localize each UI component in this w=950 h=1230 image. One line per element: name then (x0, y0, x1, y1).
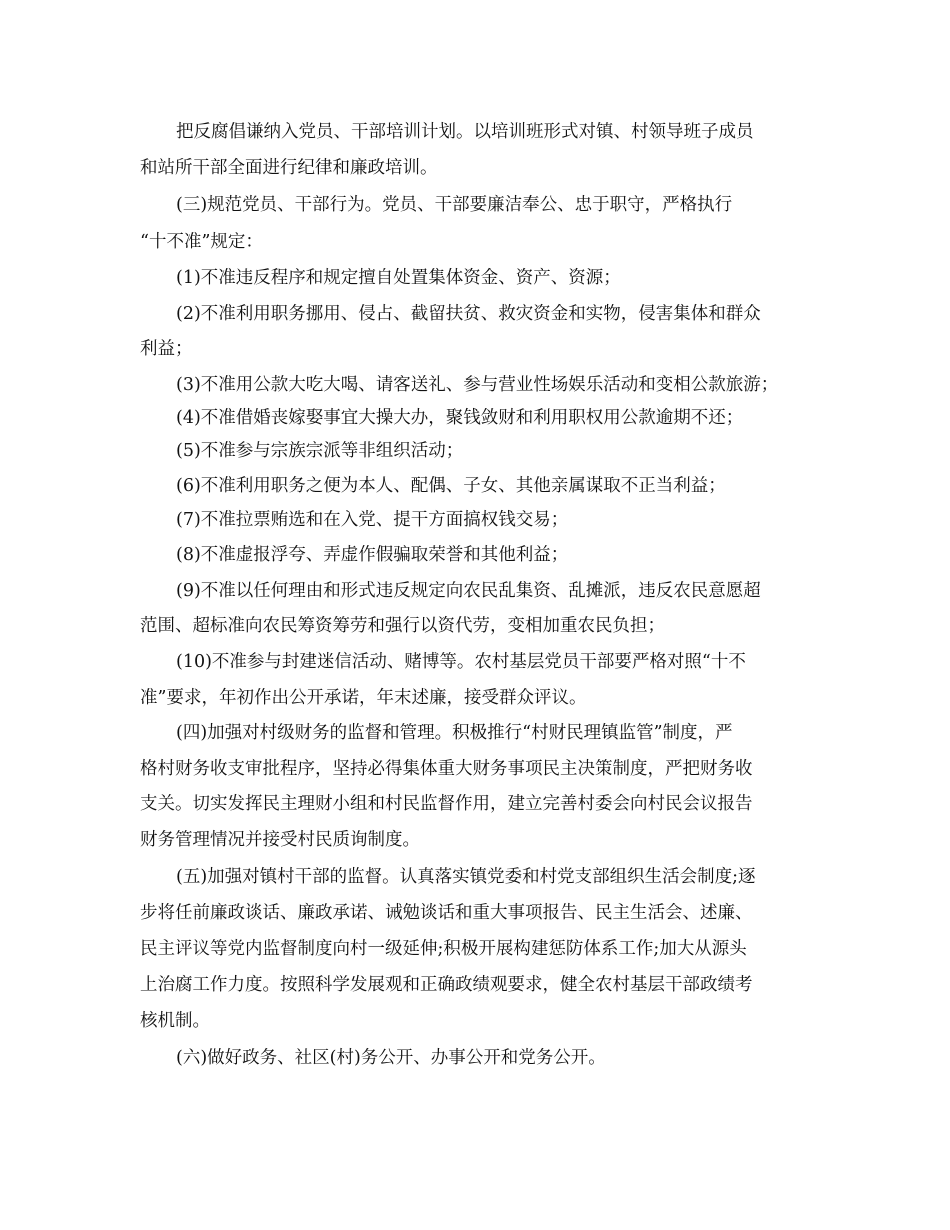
list-item-line: (7)不准拉票贿选和在入党、提干方面搞权钱交易； (176, 510, 569, 530)
list-item-line: (2)不准利用职务挪用、侵占、截留扶贫、救灾资金和实物，侵害集体和群众 (176, 304, 761, 324)
list-item-line: (4)不准借婚丧嫁娶事宜大操大办，聚钱敛财和利用职权用公款逾期不还； (176, 408, 744, 428)
list-item-line: (6)不准利用职务之便为本人、配偶、子女、其他亲属谋取不正当利益； (176, 476, 726, 496)
paragraph-line: 和站所干部全面进行纪律和廉政培训。 (140, 158, 438, 178)
list-item-line: (10)不准参与封建迷信活动、赌博等。农村基层党员干部要严格对照“十不 (176, 652, 746, 672)
list-item-line: (3)不准用公款大吃大喝、请客送礼、参与营业性场娱乐活动和变相公款旅游； (176, 375, 779, 395)
list-item-line: 范围、超标准向农民筹资筹劳和强行以资代劳，变相加重农民负担； (140, 616, 665, 636)
paragraph-line: 上治腐工作力度。按照科学发展观和正确政绩观要求，健全农村基层干部政绩考 (140, 975, 753, 995)
paragraph-line: 财务管理情况并接受村民质询制度。 (140, 830, 420, 850)
list-item-line: 利益； (140, 339, 193, 359)
list-item-line: 准”要求，年初作出公开承诺，年末述廉，接受群众评议。 (140, 688, 587, 708)
paragraph-line: (三)规范党员、干部行为。党员、干部要廉洁奉公、忠于职守，严格执行 (176, 195, 733, 215)
paragraph-line: 格村财务收支审批程序，坚持必得集体重大财务事项民主决策制度，严把财务收 (140, 759, 753, 779)
list-item-line: (9)不准以任何理由和形式违反规定向农民乱集资、乱摊派，违反农民意愿超 (176, 581, 761, 601)
paragraph-line: 步将任前廉政谈话、廉政承诺、诫勉谈话和重大事项报告、民主生活会、述廉、 (140, 903, 753, 923)
list-item-line: (1)不准违反程序和规定擅自处置集体资金、资产、资源； (176, 268, 621, 288)
paragraph-line: (四)加强对村级财务的监督和管理。积极推行“村财民理镇监管”制度，严 (176, 723, 733, 743)
list-item-line: (5)不准参与宗族宗派等非组织活动； (176, 441, 464, 461)
list-item-line: (8)不准虚报浮夸、弄虚作假骗取荣誉和其他利益； (176, 545, 569, 565)
paragraph-line: 支关。切实发挥民主理财小组和村民监督作用，建立完善村委会向村民会议报告 (140, 794, 753, 814)
paragraph-line: 民主评议等党内监督制度向村一级延伸;积极开展构建惩防体系工作;加大从源头 (140, 939, 747, 959)
paragraph-line: “十不准”规定： (140, 232, 263, 252)
paragraph-line: (五)加强对镇村干部的监督。认真落实镇党委和村党支部组织生活会制度;逐 (176, 867, 756, 887)
paragraph-line: 核机制。 (140, 1011, 210, 1031)
paragraph-line: 把反腐倡谦纳入党员、干部培训计划。以培训班形式对镇、村领导班子成员 (176, 122, 754, 142)
paragraph-line: (六)做好政务、社区(村)务公开、办事公开和党务公开。 (176, 1048, 606, 1068)
